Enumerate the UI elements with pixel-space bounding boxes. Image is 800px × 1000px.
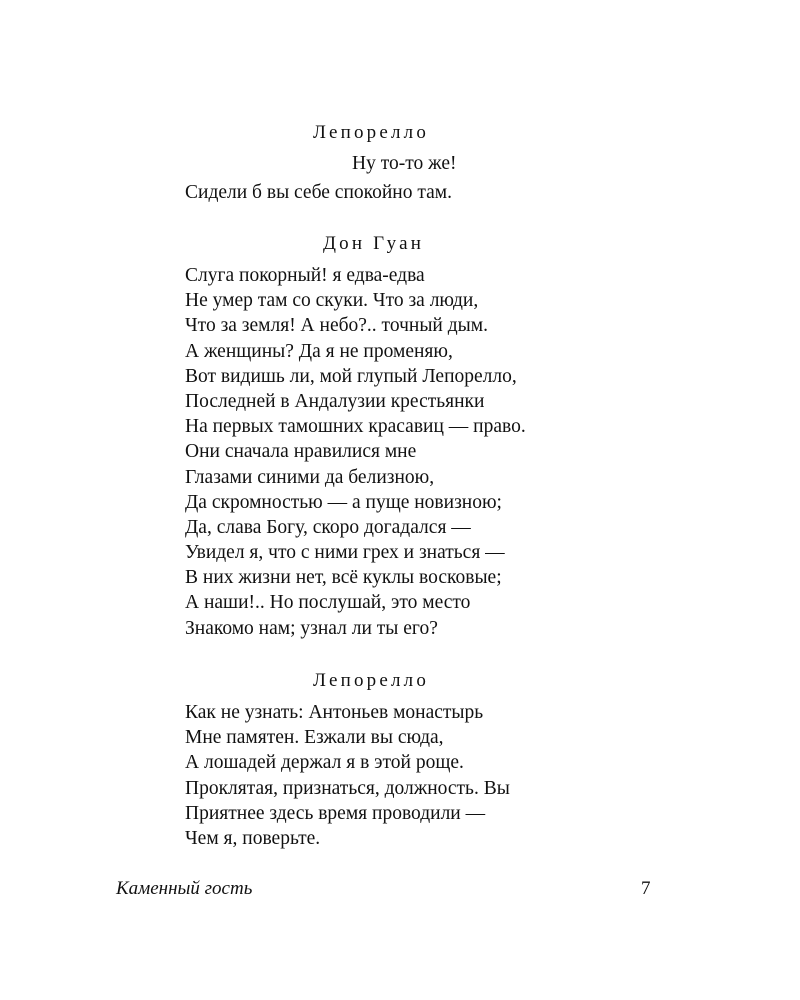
verse-line: А лошадей держал я в этой роще. <box>185 752 464 774</box>
verse-line: Что за земля! А небо?.. точный дым. <box>185 315 488 337</box>
verse-line: А наши!.. Но послушай, это место <box>185 592 471 614</box>
verse-line: В них жизни нет, всё куклы восковые; <box>185 567 502 589</box>
speaker-name: Лепорелло <box>313 122 430 143</box>
verse-line: Они сначала нравилися мне <box>185 441 417 463</box>
verse-line: Мне памятен. Езжали вы сюда, <box>185 727 444 749</box>
verse-line: Не умер там со скуки. Что за люди, <box>185 290 479 312</box>
verse-line: Как не узнать: Антоньев монастырь <box>185 702 484 723</box>
verse-line: Проклятая, признаться, должность. Вы <box>185 777 510 799</box>
verse-block <box>185 180 452 205</box>
verse-line: Слуга покорный! я едва-едва <box>185 265 425 286</box>
verse-block <box>185 263 526 641</box>
verse-line: Увидел я, что с ними грех и знаться — <box>185 542 505 564</box>
verse-block <box>185 700 510 851</box>
running-footer-title: Каменный гость <box>116 878 253 899</box>
verse-line: Знакомо нам; узнал ли ты его? <box>185 617 438 639</box>
verse-line: Ну то-то же! <box>352 153 457 174</box>
verse-line: Вот видишь ли, мой глупый Лепорелло, <box>185 365 517 387</box>
speaker-name: Дон Гуан <box>323 233 425 254</box>
verse-line: Да скромностью — а пуще новизною; <box>185 491 502 513</box>
verse-line: Глазами синими да белизною, <box>185 466 435 488</box>
page-number: 7 <box>641 878 651 899</box>
verse-line: Да, слава Богу, скоро догадался — <box>185 516 471 538</box>
verse-line: Чем я, поверьте. <box>185 827 321 849</box>
speaker-name: Лепорелло <box>313 670 430 691</box>
verse-line: А женщины? Да я не променяю, <box>185 340 453 362</box>
verse-line: Приятнее здесь время проводили — <box>185 802 486 824</box>
verse-line: На первых тамошних красавиц — право. <box>185 416 526 438</box>
verse-line: Сидели б вы себе спокойно там. <box>185 182 452 203</box>
verse-line: Последней в Андалузии крестьянки <box>185 390 485 412</box>
